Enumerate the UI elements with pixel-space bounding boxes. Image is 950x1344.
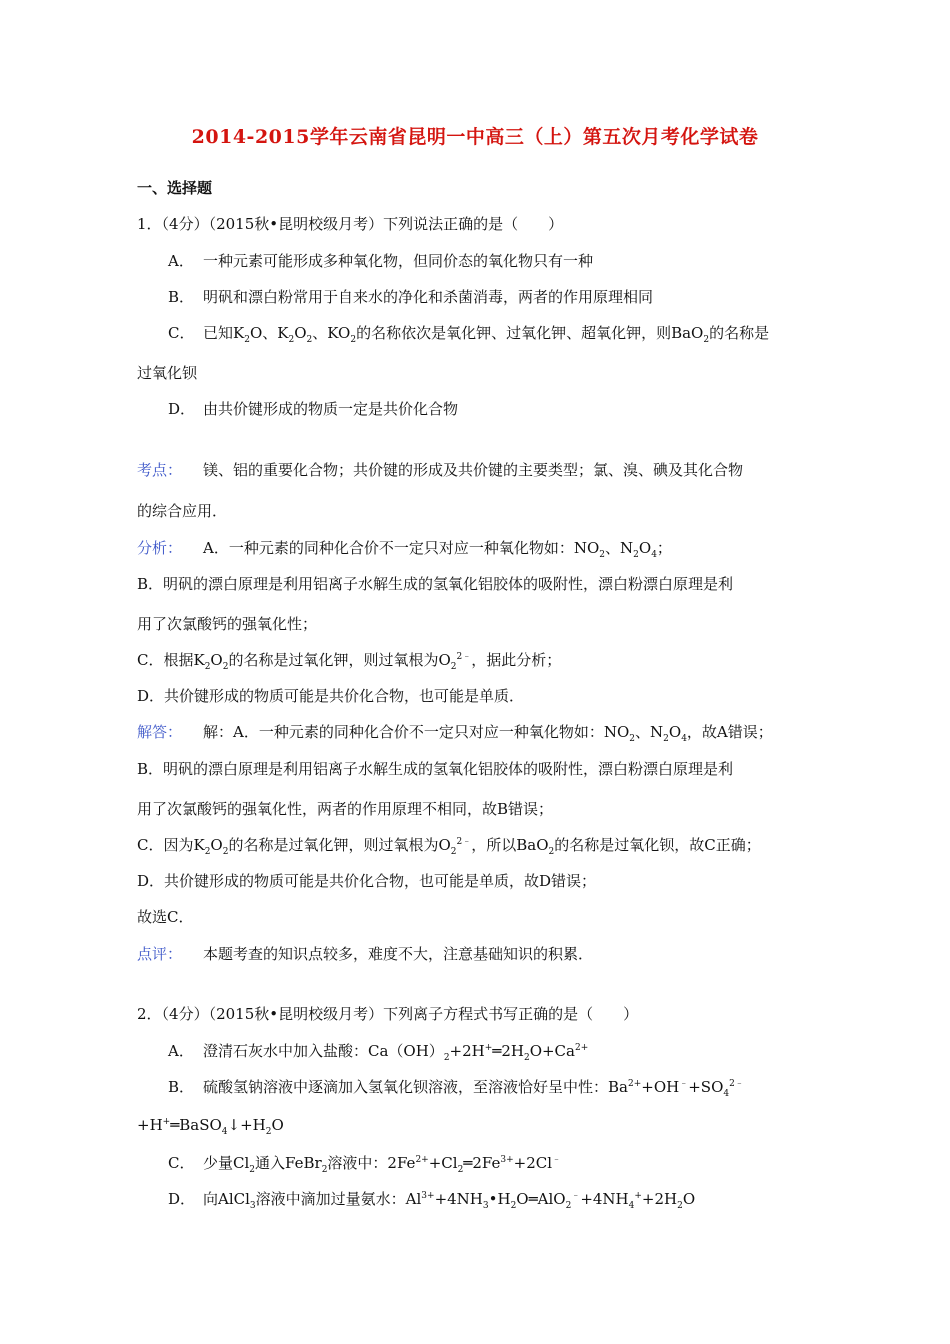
q2-option-c — [168, 1152, 561, 1173]
q1-option-c — [168, 322, 769, 343]
q1-jieda-answer: 故选C． — [137, 908, 194, 926]
fenxi-label: 分析： — [137, 539, 183, 557]
option-letter: B． — [168, 288, 195, 306]
option-letter: C． — [168, 324, 195, 342]
q1-option-b — [168, 286, 653, 307]
dianping-label: 点评： — [137, 945, 183, 963]
q1-kaodian-cont: 的综合应用． — [137, 502, 228, 520]
q1-jieda-b: B．明矾的漂白原理是利用铝离子水解生成的氢氧化铝胶体的吸附性，漂白粉漂白原理是利 — [137, 760, 734, 778]
question-1-stem: 1．（4分）（2015秋•昆明校级月考）下列说法正确的是（ ） — [137, 215, 564, 233]
kaodian-label: 考点： — [137, 461, 183, 479]
q1-fenxi: 分析： A．一种元素的同种化合价不一定只对应一种氧化物如：$NO_2$、$N_2O_4$； — [137, 539, 672, 560]
question-2-stem: 2．（4分）（2015秋•昆明校级月考）下列离子方程式书写正确的是（ ） — [137, 1005, 639, 1023]
q1-fenxi-d: D．共价键形成的物质可能是共价化合物，也可能是单质． — [137, 687, 525, 705]
option-letter: B． — [168, 1078, 195, 1096]
q1-kaodian: 考点： 镁、铝的重要化合物；共价键的形成及共价键的主要类型；氯、溴、碘及其化合物 — [137, 461, 744, 479]
q1-jieda-d: D．共价键形成的物质可能是共价化合物，也可能是单质，故D错误； — [137, 872, 597, 890]
q1-option-a — [168, 250, 593, 271]
q1-dianping: 点评： 本题考查的知识点较多，难度不大，注意基础知识的积累． — [137, 945, 594, 963]
option-text: 澄清石灰水中加入盐酸：$Ca(OH)_2+2H^+═2H_2O+Ca^{2+}$ — [203, 1042, 589, 1063]
q2-option-b — [168, 1076, 744, 1097]
option-text: 由共价键形成的物质一定是共价化合物 — [203, 400, 459, 418]
q1-fenxi-b: B．明矾的漂白原理是利用铝离子水解生成的氢氧化铝胶体的吸附性，漂白粉漂白原理是利 — [137, 575, 734, 593]
option-letter: C． — [168, 1154, 195, 1172]
option-text: 已知$K_2O$、$K_2O_2$、$KO_2$的名称依次是氧化钾、过氧化钾、超氧化钾，则BaO$_2$的名称是 — [203, 324, 770, 345]
option-text: 硫酸氢钠溶液中逐滴加入氢氧化钡溶液，至溶液恰好呈中性：$Ba^{2+}+OH^﹣+SO_4^{2﹣}$ — [203, 1078, 744, 1099]
option-letter: D． — [168, 1190, 196, 1208]
option-text: 明矾和漂白粉常用于自来水的净化和杀菌消毒，两者的作用原理相同 — [203, 288, 654, 306]
q1-fenxi-b-cont: 用了次氯酸钙的强氧化性； — [137, 615, 318, 633]
q2-option-b-continuation: $+H^+═BaSO_4↓+H_2O$ — [137, 1116, 284, 1137]
option-text: 少量$Cl_2$通入FeBr$_2$溶液中：$2Fe^{2+}+Cl_2═2Fe^{3+}+2Cl^﹣$ — [203, 1154, 562, 1175]
jieda-label: 解答： — [137, 723, 183, 741]
q2-option-d — [168, 1188, 695, 1209]
q1-jieda: 解答： 解：A．一种元素的同种化合价不一定只对应一种氧化物如：$NO_2$、$N_2O_4$，故A错误； — [137, 723, 773, 744]
option-letter: A． — [168, 252, 194, 270]
option-letter: A． — [168, 1042, 194, 1060]
option-text: 向AlCl$_3$溶液中滴加过量氨水：$Al^{3+}+4NH_3•H_2O═AlO_2^﹣+4NH_4^++2H_2O$ — [203, 1190, 696, 1211]
option-text: 一种元素可能形成多种氧化物，但同价态的氧化物只有一种 — [203, 252, 594, 270]
q2-option-a — [168, 1040, 588, 1061]
q1-option-d — [168, 398, 458, 419]
section-heading: 一、选择题 — [137, 179, 213, 197]
q1-jieda-b-cont: 用了次氯酸钙的强氧化性，两者的作用原理不相同，故B错误； — [137, 800, 554, 818]
q1-option-c-continuation: 过氧化钡 — [137, 364, 198, 382]
q1-jieda-c: C．因为$K_2O_2$的名称是过氧化钾，则过氧根为$O_2^{2﹣}$，所以BaO$_2$的名称是过氧化钡，故C正确； — [137, 836, 761, 857]
option-letter: D． — [168, 400, 196, 418]
q1-fenxi-c: C．根据$K_2O_2$的名称是过氧化钾，则过氧根为$O_2^{2﹣}$，据此分析； — [137, 651, 562, 672]
paper-title: 2014-2015学年云南省昆明一中高三（上）第五次月考化学试卷 — [191, 126, 759, 148]
